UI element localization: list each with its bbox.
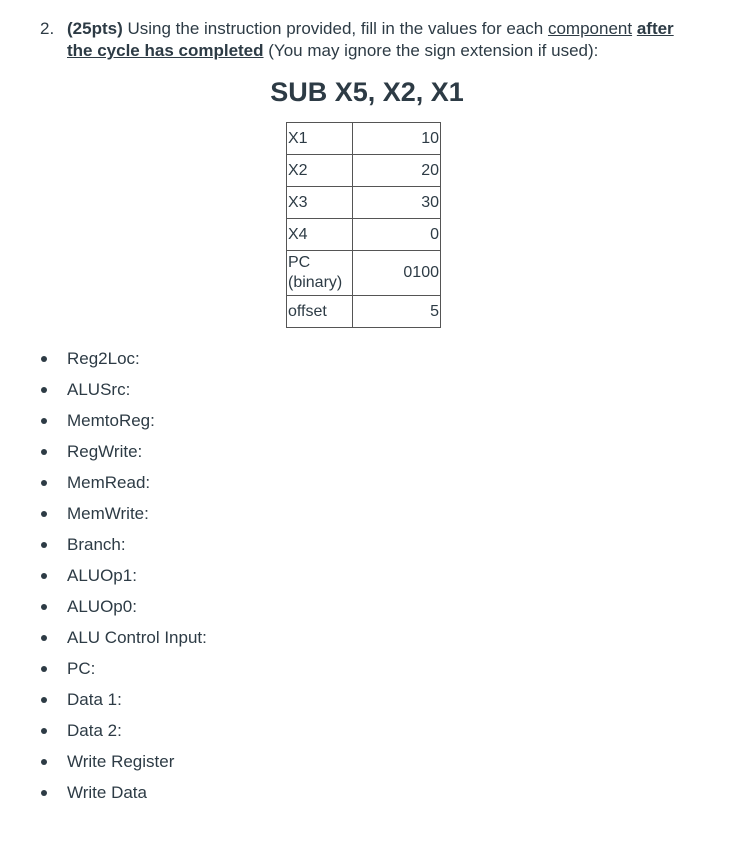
bullet-icon <box>41 511 47 517</box>
bullet-icon <box>41 635 47 641</box>
register-value: 0100 <box>353 251 441 296</box>
field-label: MemtoReg: <box>67 411 155 430</box>
field-label: MemWrite: <box>67 504 149 523</box>
bullet-icon <box>41 790 47 796</box>
list-item <box>26 718 207 749</box>
list-item <box>26 749 207 780</box>
list-item <box>26 470 207 501</box>
question-number: 2. <box>40 19 55 38</box>
question-prompt <box>40 18 720 62</box>
register-name: X2 <box>287 155 353 187</box>
register-name: offset <box>287 296 353 328</box>
bullet-icon <box>41 604 47 610</box>
list-item <box>26 780 207 811</box>
field-label: Branch: <box>67 535 126 554</box>
register-value: 5 <box>353 296 441 328</box>
register-name: X4 <box>287 219 353 251</box>
field-label: Data 1: <box>67 690 122 709</box>
question-points: (25pts) <box>67 19 123 38</box>
list-item <box>26 594 207 625</box>
question-emphasis-cycle: the cycle has completed <box>67 41 264 60</box>
field-label: RegWrite: <box>67 442 143 461</box>
table-row <box>287 155 441 187</box>
question-text-part1: Using the instruction provided, fill in the values for each <box>122 19 548 38</box>
bullet-icon <box>41 418 47 424</box>
list-item <box>26 501 207 532</box>
field-label: ALUSrc: <box>67 380 131 399</box>
bullet-icon <box>41 480 47 486</box>
list-item <box>26 408 207 439</box>
list-item <box>26 625 207 656</box>
bullet-icon <box>41 697 47 703</box>
field-label: Write Register <box>67 752 175 771</box>
table-row <box>287 296 441 328</box>
field-label: Write Data <box>67 783 147 802</box>
field-label: ALUOp0: <box>67 597 137 616</box>
register-value: 0 <box>353 219 441 251</box>
bullet-icon <box>41 728 47 734</box>
table-row <box>287 187 441 219</box>
list-item <box>26 346 207 377</box>
table-row <box>287 123 441 155</box>
question-text-part3: (You may ignore the sign extension if used): <box>263 41 599 60</box>
field-label: PC: <box>67 659 96 678</box>
field-label: ALUOp1: <box>67 566 137 585</box>
field-label: Data 2: <box>67 721 122 740</box>
instruction-heading: SUB X5, X2, X1 <box>270 77 464 107</box>
register-value: 20 <box>353 155 441 187</box>
register-name: X3 <box>287 187 353 219</box>
table-row <box>287 219 441 251</box>
register-value: 30 <box>353 187 441 219</box>
field-label: MemRead: <box>67 473 151 492</box>
list-item <box>26 656 207 687</box>
bullet-icon <box>41 387 47 393</box>
bullet-icon <box>41 573 47 579</box>
list-item <box>26 532 207 563</box>
list-item <box>26 377 207 408</box>
bullet-icon <box>41 666 47 672</box>
bullet-icon <box>41 759 47 765</box>
register-name: PC (binary) <box>287 251 353 296</box>
register-table <box>286 122 441 328</box>
bullet-icon <box>41 542 47 548</box>
list-item <box>26 563 207 594</box>
field-label: Reg2Loc: <box>67 349 140 368</box>
component-field-list <box>26 346 207 811</box>
table-row <box>287 251 441 296</box>
register-value: 10 <box>353 123 441 155</box>
field-label: ALU Control Input: <box>67 628 207 647</box>
list-item <box>26 439 207 470</box>
component-link[interactable]: component <box>547 19 633 38</box>
bullet-icon <box>41 356 47 362</box>
register-name: X1 <box>287 123 353 155</box>
list-item <box>26 687 207 718</box>
bullet-icon <box>41 449 47 455</box>
question-emphasis-after: after <box>636 19 674 38</box>
